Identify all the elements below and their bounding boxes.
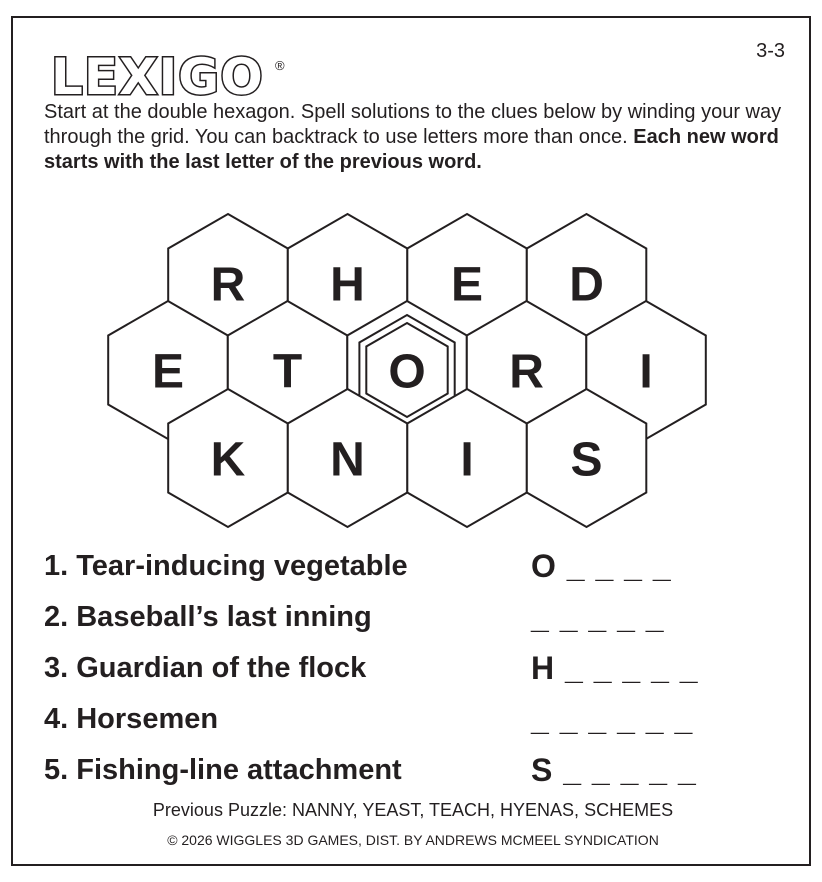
- hex-letter: I: [639, 345, 653, 399]
- clue-text: 3. Guardian of the flock: [44, 652, 367, 684]
- instructions: [44, 100, 789, 175]
- hex-letter: E: [451, 258, 484, 312]
- clue-text: 2. Baseball’s last inning: [44, 601, 372, 633]
- clue-text: 1. Tear-inducing vegetable: [44, 550, 408, 582]
- clue-list: [44, 546, 784, 801]
- puzzle-frame: [11, 16, 811, 866]
- hex-letter: R: [509, 345, 544, 399]
- clue-3: [44, 648, 784, 699]
- hex-letter: T: [272, 345, 303, 399]
- clue-text: 5. Fishing-line attachment: [44, 754, 402, 786]
- answer-blanks[interactable]: O _ _ _ _: [531, 548, 672, 584]
- hex-letter: D: [569, 258, 604, 312]
- hex-letter: N: [330, 433, 365, 487]
- hex-letter: O: [388, 345, 426, 399]
- answer-blanks[interactable]: _ _ _ _ _: [531, 599, 665, 635]
- registered-mark: ®: [275, 58, 285, 73]
- hex-letter: E: [151, 345, 185, 399]
- answer-blanks[interactable]: S _ _ _ _ _: [531, 752, 697, 788]
- hex-letter: I: [460, 433, 474, 487]
- clue-text: 4. Horsemen: [44, 703, 219, 735]
- hex-letter: H: [330, 258, 365, 312]
- answer-blanks[interactable]: H _ _ _ _ _: [531, 650, 699, 686]
- instructions-bold: Each new word starts with the last letter of the previous word.: [44, 126, 779, 173]
- puzzle-id: 3-3: [756, 40, 785, 62]
- hex-letter: S: [570, 433, 603, 487]
- answer-blanks[interactable]: _ _ _ _ _ _: [531, 701, 694, 737]
- copyright: © 2026 WIGGLES 3D GAMES, DIST. BY ANDREWS MCMEEL SYNDICATION: [167, 832, 659, 848]
- clue-4: [44, 699, 784, 750]
- clue-1: [44, 546, 784, 597]
- clue-2: [44, 597, 784, 648]
- instructions-normal: Start at the double hexagon. Spell solutions to the clues below by winding your way through the grid. You can backtrack to use letters more than once.: [44, 101, 782, 148]
- hex-letter: K: [210, 433, 246, 487]
- previous-puzzle-answers: Previous Puzzle: NANNY, YEAST, TEACH, HYENAS, SCHEMES: [152, 800, 674, 820]
- logo-text: LEXIGO: [51, 48, 264, 106]
- hex-letter: R: [210, 258, 246, 312]
- clue-5: [44, 750, 784, 801]
